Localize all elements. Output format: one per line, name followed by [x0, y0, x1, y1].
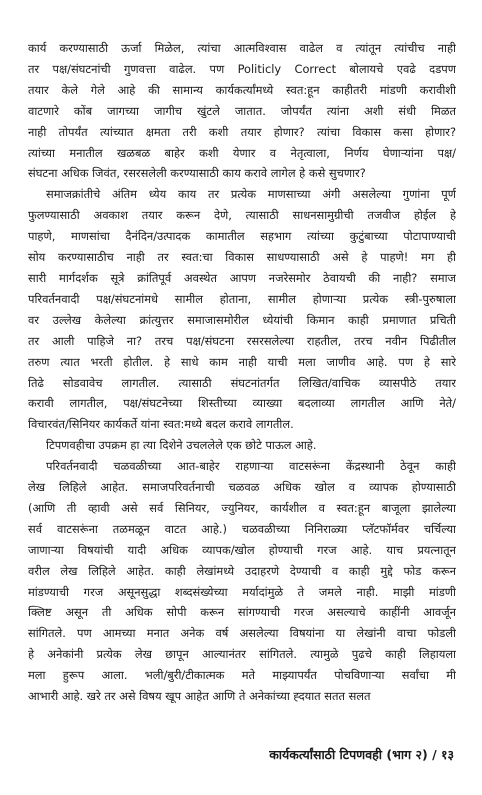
- paragraph: [28, 184, 456, 435]
- text-line: (आणि ती व्हावी असे सर्व सिनियर, ज्युनियर, कार्यशील व स्वत:हून बाजूला झालेल्या: [28, 500, 456, 515]
- text-line: सारी मार्गदर्शक सूत्रे क्रांतिपूर्व अवस्थेत आपण नजरेसमोर ठेवायची की नाही? समाज: [28, 270, 456, 285]
- body-text: [28, 38, 456, 707]
- text-line: हे अनेकांनी प्रत्येक लेख छापून आल्यानंतर सांगितले. त्यामुळे पुढचे काही लिहायला: [28, 647, 456, 662]
- text-line: नाही तोपर्यंत त्यांच्यात क्षमता तरी कशी तयार होणार? त्यांचा विकास कसा होणार?: [28, 124, 456, 139]
- text-line: समाजक्रांतीचे अंतिम ध्येय काय तर प्रत्येक माणसाच्या अंगी असलेल्या गुणांना पूर्ण: [46, 187, 456, 202]
- text-line: वाटणारे कोंब जागच्या जागीच खुंटले जातात. जोपर्यंत त्यांना अशी संधी मिळत: [28, 103, 456, 118]
- text-line: तर पक्ष/संघटनांची गुणवत्ता वाढेल. पण Politicly Correct बोलायचे एवढे दडपण: [28, 61, 456, 76]
- paragraph: [28, 456, 456, 707]
- text-line: मांडण्याची गरज असूनसुद्धा शब्दसंख्येच्या मर्यादांमुळे ते जमले नाही. माझी मांडणी: [28, 584, 456, 599]
- text-line: वरील लेख लिहिले आहेत. काही लेखांमध्ये उदाहरणे देण्याची व काही मुद्दे फोड करून: [28, 563, 456, 578]
- text-line: विचारवंत/सिनियर कार्यकर्ते यांना स्वत:मध्ये बदल करावे लागतील.: [28, 417, 294, 432]
- paragraph: [28, 435, 456, 456]
- page-footer: कार्यकर्त्यांसाठी टिपणवही (भाग २) / १३: [269, 747, 454, 762]
- text-line: संघटना अधिक जिवंत, रसरसलेली करण्यासाठी काय करावे लागेल हे कसे सुचणार?: [28, 166, 366, 181]
- text-line: आभारी आहे. खरे तर असे विषय खूप आहेत आणि ते अनेकांच्या ह्दयात सतत सलत: [28, 689, 371, 704]
- text-line: वर उल्लेख केलेल्या क्रांत्युत्तर समाजासमोरील ध्येयांची किमान काही प्रमाणात प्रचिती: [28, 312, 456, 327]
- text-line: क्लिष्ट असून ती अधिक सोपी करून सांगण्याची गरज असल्याचे काहींनी आवर्जून: [28, 605, 456, 620]
- text-line: तिढे सोडवावेच लागतील. त्यासाठी संघटनांतर्गत लिखित/वाचिक व्यासपीठे तयार: [28, 375, 456, 390]
- text-line: परिवर्तनवादी पक्ष/संघटनांमधे सामील होताना, सामील होणाऱ्या प्रत्येक स्त्री-पुरुषाला: [28, 291, 456, 306]
- text-line: तयार केले गेले आहे की सामान्य कार्यकर्त्यांमध्ये स्वत:हून काहीतरी मांडणी करावीशी: [28, 82, 456, 97]
- text-line: पाहणे, माणसांचा दैनंदिन/उत्पादक कामातील सहभाग त्यांच्या कुटुंबाच्या पोटापाण्याची: [28, 229, 456, 244]
- text-line: लेख लिहिले आहेत. समाजपरिवर्तनाची चळवळ अधिक खोल व व्यापक होण्यासाठी: [28, 480, 456, 495]
- text-line: करावी लागतील, पक्ष/संघटनेच्या शिस्तीच्या व्याख्या बदलाव्या लागतील आणि नेते/: [28, 396, 456, 411]
- text-line: मला हुरूप आला. भली/बुरी/टीकात्मक मते माझ्यापर्यंत पोचविणाऱ्या सर्वांचा मी: [28, 668, 456, 683]
- text-line: टिपणवहीचा उपक्रम हा त्या दिशेने उचललेले एक छोटे पाऊल आहे.: [46, 438, 317, 453]
- text-line: फुलण्यासाठी अवकाश तयार करून देणे, त्यासाठी साधनसामुग्रीची तजवीज होईल हे: [28, 208, 456, 223]
- text-line: त्यांच्या मनातील खळबळ बाहेर कशी येणार व नेतृत्वाला, निर्णय घेणाऱ्यांना पक्ष/: [28, 145, 456, 160]
- text-line: तरुण त्यात भरती होतील. हे साधे काम नाही याची मला जाणीव आहे. पण हे सारे: [28, 354, 456, 369]
- text-line: सर्व वाटसरूंना तळमळून वाटत आहे.) चळवळीच्या निनिराळ्या प्लॅटफॉर्मवर चर्चिल्या: [28, 521, 456, 536]
- text-line: सांगितले. पण आमच्या मनात अनेक वर्ष असलेल्या विषयांना या लेखांनी वाचा फोडली: [28, 626, 456, 641]
- text-line: परिवर्तनवादी चळवळीच्या आत-बाहेर राहणाऱ्या वाटसरूंना केंद्रस्थानी ठेवून काही: [46, 459, 456, 474]
- text-line: कार्य करण्यासाठी ऊर्जा मिळेल, त्यांचा आत्मविश्वास वाढेल व त्यांतून त्यांचीच नाही: [28, 41, 456, 55]
- text-line: जाणाऱ्या विषयांची यादी अधिक व्यापक/खोल होण्याची गरज आहे. याच प्रयत्नातून: [28, 542, 456, 557]
- text-line: सोय करण्यासाठीच नाही तर स्वत:चा विकास साधण्यासाठी असे हे पाहणे! मग ही: [28, 250, 456, 265]
- paragraph: [28, 38, 456, 184]
- text-line: तर आली पाहिजे ना? तरच पक्ष/संघटना रसरसलेल्या राहतील, तरच नवीन पिढीतील: [28, 333, 456, 348]
